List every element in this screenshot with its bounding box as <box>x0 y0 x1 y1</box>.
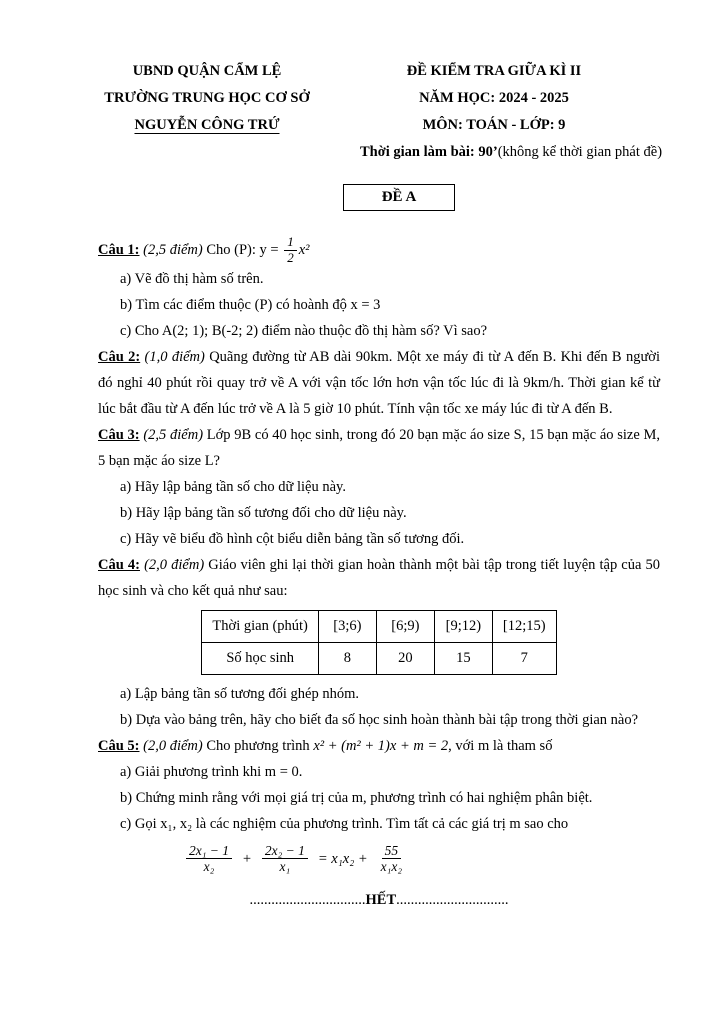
table-cell-count-4: 7 <box>492 642 556 674</box>
question-5-item-c: c) Gọi x₁, x₂ là các nghiệm của phương trình. Tìm tất cả các giá trị m sao cho <box>120 815 569 832</box>
frequency-table <box>201 610 556 675</box>
question-1-item-c: c) Cho A(2; 1); B(-2; 2) điểm nào thuộc đồ thị hàm số? Vì sao? <box>120 322 488 339</box>
equation-fraction-2 <box>260 843 310 875</box>
exam-title-line: ĐỀ KIỂM TRA GIỮA KÌ II <box>406 63 582 79</box>
question-5-heading <box>98 733 660 759</box>
fraction-numerator: 1 <box>284 235 297 251</box>
document-header <box>98 58 663 166</box>
district-line: UBND QUẬN CẨM LỆ <box>132 63 282 79</box>
question-5-label: Câu 5: <box>98 737 140 754</box>
question-5c-equation <box>184 843 660 875</box>
equation-rhs: = x₁x₂ + <box>317 850 368 867</box>
end-label: HẾT <box>365 891 397 908</box>
question-1-item-b: b) Tìm các điểm thuộc (P) có hoành độ x = 3 <box>120 296 381 313</box>
fraction-one-half <box>282 235 299 266</box>
equation-fraction-1-numerator: 2x₁ − 1 <box>186 843 232 860</box>
question-4-item-a: a) Lập bảng tần số tương đối ghép nhóm. <box>120 685 360 702</box>
question-3-item-a: a) Hãy lập bảng tần số cho dữ liệu này. <box>120 478 346 495</box>
plus-operator: + <box>242 850 252 867</box>
question-2-points: (1,0 điểm) <box>144 348 205 365</box>
question-4-points: (2,0 điểm) <box>144 556 205 573</box>
table-cell-count-3: 15 <box>434 642 492 674</box>
exam-code-box <box>343 184 455 211</box>
question-1-points: (2,5 điểm) <box>143 241 203 258</box>
table-cell-count-2: 20 <box>376 642 434 674</box>
dots-right: ............................... <box>396 891 509 908</box>
equation-fraction-1 <box>184 843 234 875</box>
question-5-item-b: b) Chứng minh rằng với mọi giá trị của m, phương trình có hai nghiệm phân biệt. <box>120 789 593 806</box>
question-4-text: Giáo viên ghi lại thời gian hoàn thành một bài tập trong tiết luyện tập của 50 học sinh và cho kết quả như sau: <box>98 556 661 599</box>
equation-fraction-3 <box>376 843 407 875</box>
question-5-item-a: a) Giải phương trình khi m = 0. <box>120 763 303 780</box>
exam-body <box>98 235 660 913</box>
question-3-heading <box>98 422 660 474</box>
exam-code-label: ĐỀ A <box>381 189 417 205</box>
question-3-points: (2,5 điểm) <box>143 426 204 443</box>
dots-left: ................................ <box>249 891 366 908</box>
equation-fraction-3-denominator: x₁x₂ <box>380 859 403 875</box>
equation-fraction-1-denominator: x₂ <box>203 859 215 875</box>
question-3-label: Câu 3: <box>98 426 140 443</box>
issuing-authority-block <box>98 58 316 139</box>
table-header-time: Thời gian (phút) <box>202 610 318 642</box>
question-5-intro-after: , với m là tham số <box>448 737 553 754</box>
question-2-text: Quãng đường từ AB dài 90km. Một xe máy đi từ A đến B. Khi đến B người đó nghỉ 40 phút rồi quay trở về A với vận tốc lớn hơn vận tốc lúc đi là 9km/h. Thời gian kể từ lúc bắt đầu từ A đến lúc trở về A là 5 giờ 10 phút. Tính vận tốc xe máy lúc đi từ A đến B. <box>98 348 660 417</box>
school-name-line: NGUYỄN CÔNG TRỨ <box>134 117 280 133</box>
school-type-line: TRƯỜNG TRUNG HỌC CƠ SỞ <box>104 90 310 106</box>
end-of-exam-marker <box>98 887 660 913</box>
table-header-row <box>202 610 556 642</box>
question-5-formula: x² + (m² + 1)x + m = 2 <box>313 737 449 754</box>
question-5-intro: Cho phương trình <box>206 737 310 754</box>
equation-fraction-2-denominator: x₁ <box>279 859 291 875</box>
subject-grade-line: MÔN: TOÁN - LỚP: 9 <box>422 117 566 133</box>
table-cell-count-1: 8 <box>318 642 376 674</box>
question-2-label: Câu 2: <box>98 348 141 365</box>
table-header-interval-1: [3;6) <box>318 610 376 642</box>
question-3-item-c: c) Hãy vẽ biểu đồ hình cột biểu diễn bảng tần số tương đối. <box>120 530 465 547</box>
exam-title-block <box>328 58 663 166</box>
table-header-interval-2: [6;9) <box>376 610 434 642</box>
x-squared-term: x² <box>298 241 310 258</box>
question-5-points: (2,0 điểm) <box>143 737 203 754</box>
question-3-text: Lớp 9B có 40 học sinh, trong đó 20 bạn mặc áo size S, 15 bạn mặc áo size M, 5 bạn mặc áo size L? <box>98 426 661 469</box>
question-1-heading <box>98 235 660 266</box>
question-4-item-b: b) Dựa vào bảng trên, hãy cho biết đa số học sinh hoàn thành bài tập trong thời gian nào? <box>120 711 639 728</box>
question-4-label: Câu 4: <box>98 556 140 573</box>
duration-text: Thời gian làm bài: 90’ <box>359 144 498 160</box>
question-4-heading <box>98 552 660 604</box>
table-header-interval-3: [9;12) <box>434 610 492 642</box>
table-header-interval-4: [12;15) <box>492 610 556 642</box>
equation-fraction-2-numerator: 2x₂ − 1 <box>262 843 308 860</box>
fraction-denominator: 2 <box>287 249 294 265</box>
table-data-row <box>202 642 556 674</box>
question-1-intro: Cho (P): y = <box>206 241 279 258</box>
table-cell-students-label: Số học sinh <box>202 642 318 674</box>
duration-note: (không kể thời gian phát đề) <box>497 144 663 160</box>
question-1-item-a: a) Vẽ đồ thị hàm số trên. <box>120 270 264 287</box>
exam-duration-line <box>328 139 694 166</box>
question-1-label: Câu 1: <box>98 241 140 258</box>
school-year-line: NĂM HỌC: 2024 - 2025 <box>419 90 569 106</box>
question-2-paragraph <box>98 344 660 422</box>
equation-fraction-3-numerator: 55 <box>382 843 402 860</box>
question-3-item-b: b) Hãy lập bảng tần số tương đối cho dữ liệu này. <box>120 504 407 521</box>
